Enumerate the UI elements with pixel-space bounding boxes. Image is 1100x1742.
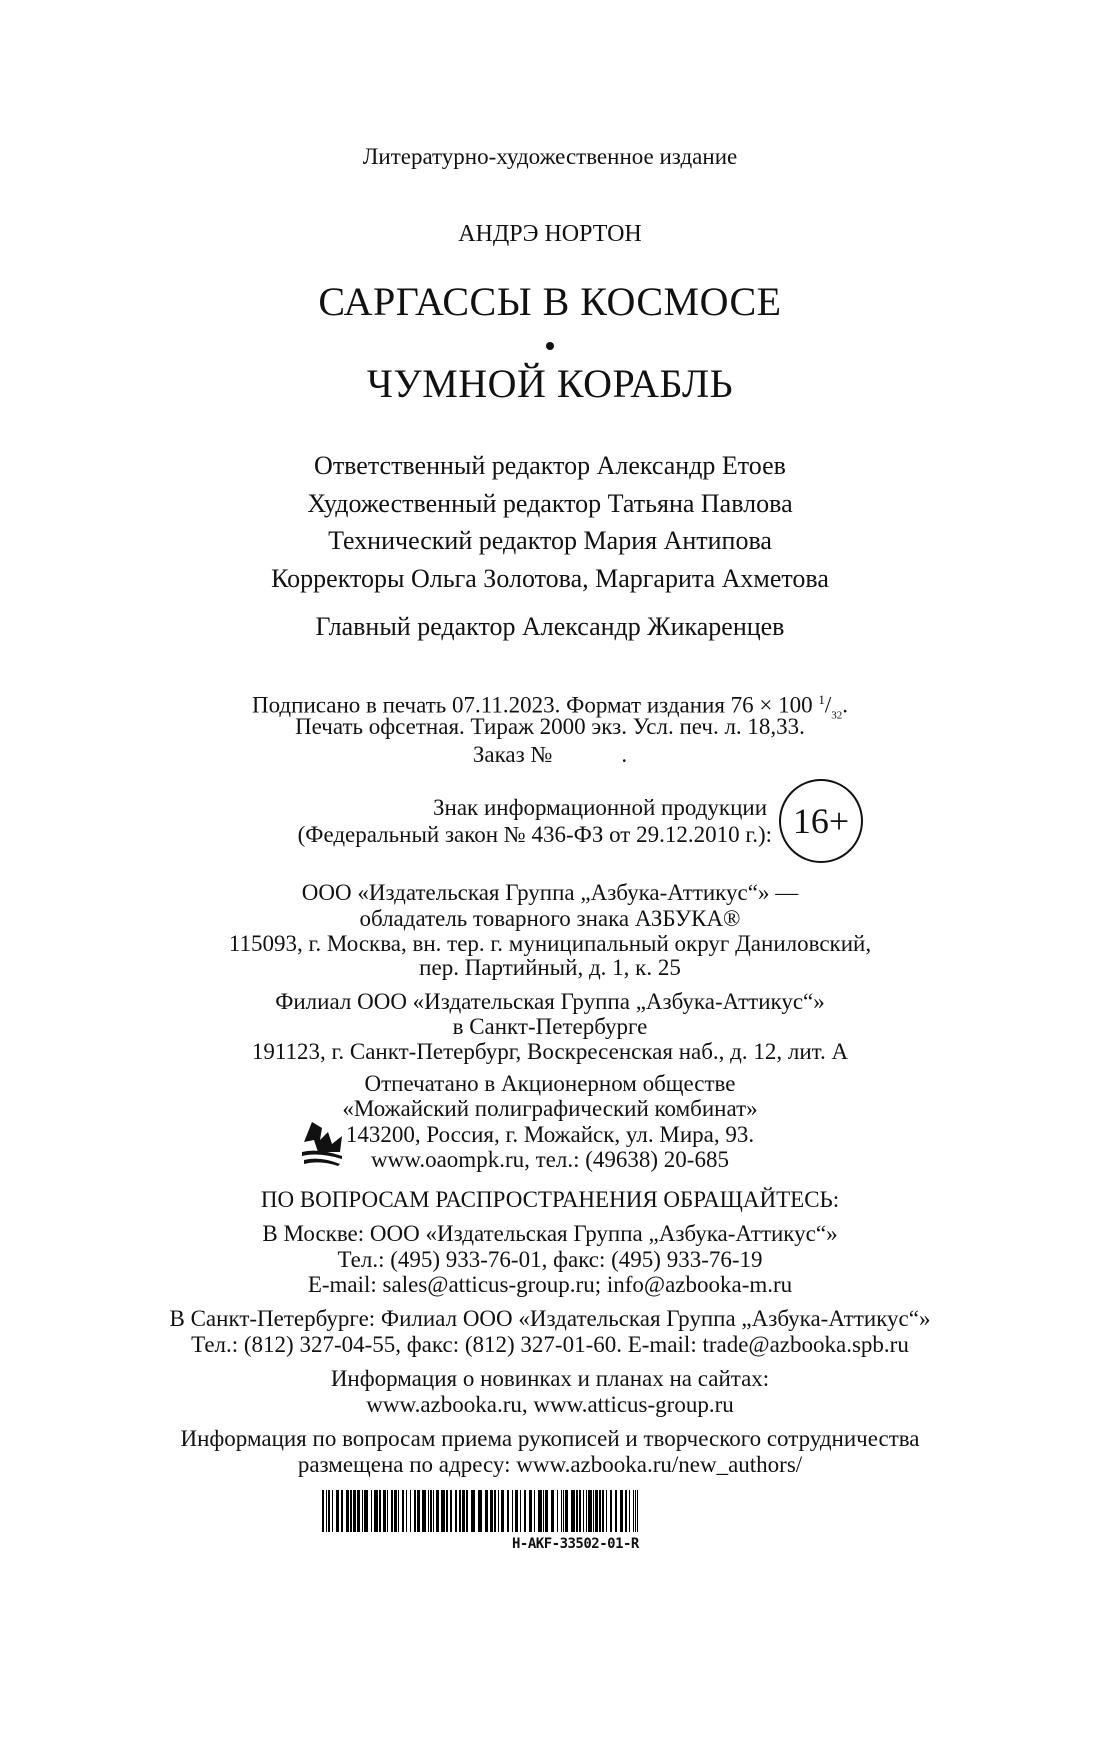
- publisher-line: обладатель товарного знака АЗБУКА®: [359, 906, 741, 931]
- barcode-bar: [441, 1490, 445, 1532]
- barcode-bar: [635, 1490, 636, 1532]
- barcode-bar: [538, 1490, 542, 1532]
- barcode-bar: [561, 1490, 562, 1532]
- genre-line: Литературно-художественное издание: [362, 144, 738, 169]
- editor-line: Корректоры Ольга Золотова, Маргарита Ахметова: [271, 564, 829, 593]
- barcode-bar: [545, 1490, 548, 1532]
- barcode-bar: [414, 1490, 416, 1532]
- barcode-bar: [379, 1490, 381, 1532]
- barcode-bar: [478, 1490, 482, 1532]
- barcode-bar: [459, 1490, 461, 1532]
- barcode-bar: [494, 1490, 496, 1532]
- barcode-bar: [322, 1490, 324, 1532]
- distribution-heading: ПО ВОПРОСАМ РАСПРОСТРАНЕНИЯ ОБРАЩАЙТЕСЬ:: [260, 1187, 840, 1212]
- branch-line: Филиал ООО «Издательская Группа „Азбука-Аттикус“»: [275, 989, 825, 1014]
- barcode-bar: [637, 1490, 638, 1532]
- manuscripts-line: Информация по вопросам приема рукописей и творческого сотрудничества: [180, 1426, 920, 1451]
- printer-line: 143200, Россия, г. Можайск, ул. Мира, 93.: [345, 1122, 755, 1147]
- barcode-bar: [512, 1490, 513, 1532]
- barcode-bar: [346, 1490, 349, 1532]
- editor-line: Ответственный редактор Александр Етоев: [314, 451, 786, 480]
- manuscripts-line: размещена по адресу: www.azbooka.ru/new_authors/: [297, 1452, 803, 1477]
- printer-line: «Можайский полиграфический комбинат»: [342, 1096, 758, 1121]
- print-info-line-1: Подписано в печать 07.11.2023. Формат издания 76 × 100 $^1/_{32}$.: [251, 692, 849, 722]
- printer-logo-icon: [298, 1118, 348, 1168]
- barcode-bar: [398, 1490, 399, 1532]
- barcode-bar: [579, 1490, 581, 1532]
- barcode-bar: [417, 1490, 420, 1532]
- barcode-bar: [551, 1490, 554, 1532]
- printer-line: www.oaompk.ru, тел.: (49638) 20-685: [371, 1147, 729, 1172]
- publisher-line: 115093, г. Москва, вн. тер. г. муниципальный округ Даниловский,: [228, 931, 872, 956]
- barcode-bar: [498, 1490, 499, 1532]
- barcode-bar: [430, 1490, 432, 1532]
- moscow-contact-line: E-mail: sales@atticus-group.ru; info@azbooka-m.ru: [307, 1272, 793, 1297]
- barcode-bar: [387, 1490, 388, 1532]
- barcode-bar: [543, 1490, 544, 1532]
- barcode-bar: [629, 1490, 630, 1532]
- barcode-bar: [394, 1490, 397, 1532]
- editor-line: Технический редактор Мария Антипова: [328, 526, 772, 555]
- barcode-bar: [501, 1490, 504, 1532]
- barcode-bar: [583, 1490, 584, 1532]
- barcode-bar: [557, 1490, 558, 1532]
- branch-line: 191123, г. Санкт-Петербург, Воскресенская наб., д. 12, лит. А: [251, 1039, 849, 1064]
- title-1: САРГАССЫ В КОСМОСЕ: [318, 279, 782, 324]
- barcode: [322, 1490, 644, 1532]
- spb-contact-line: В Санкт-Петербурге: Филиал ООО «Издательская Группа „Азбука-Аттикус“»: [169, 1306, 931, 1331]
- age-mark-law: (Федеральный закон № 436-ФЗ от 29.12.2010 г.):: [297, 822, 772, 847]
- order-number: Заказ № .: [472, 742, 628, 767]
- barcode-bar: [633, 1490, 634, 1532]
- barcode-bar: [406, 1490, 407, 1532]
- moscow-contact-line: Тел.: (495) 933-76-01, факс: (495) 933-76-19: [337, 1247, 763, 1272]
- barcode-bar: [602, 1490, 604, 1532]
- barcode-bar: [350, 1490, 352, 1532]
- barcode-bar: [336, 1490, 339, 1532]
- barcode-bar: [433, 1490, 434, 1532]
- barcode-bar: [362, 1490, 363, 1532]
- barcode-bar: [471, 1490, 475, 1532]
- barcode-bar: [446, 1490, 448, 1532]
- barcode-bar: [507, 1490, 509, 1532]
- barcode-bar: [565, 1490, 568, 1532]
- fraction-denominator: 32: [831, 709, 843, 722]
- barcode-bar: [332, 1490, 333, 1532]
- moscow-contact-line: В Москве: ООО «Издательская Группа „Азбука-Аттикус“»: [262, 1221, 838, 1246]
- barcode-bar: [563, 1490, 564, 1532]
- barcode-bar: [534, 1490, 535, 1532]
- barcode-bar: [341, 1490, 343, 1532]
- author: АНДРЭ НОРТОН: [458, 221, 642, 247]
- print-info-line-2: Печать офсетная. Тираж 2000 экз. Усл. печ. л. 18,33.: [295, 714, 805, 739]
- barcode-bar: [466, 1490, 468, 1532]
- barcode-bar: [485, 1490, 488, 1532]
- barcode-bar: [620, 1490, 623, 1532]
- barcode-bar: [524, 1490, 526, 1532]
- barcode-bar: [357, 1490, 360, 1532]
- print-format: Подписано в печать 07.11.2023. Формат издания 76 × 100: [251, 692, 819, 718]
- barcode-bar: [529, 1490, 532, 1532]
- barcode-bar: [326, 1490, 327, 1532]
- barcode-bar: [606, 1490, 607, 1532]
- print-format-end: .: [842, 692, 849, 718]
- barcode-bar: [625, 1490, 627, 1532]
- barcode-bar: [455, 1490, 457, 1532]
- info-line: Информация о новинках и планах на сайтах:: [330, 1366, 770, 1391]
- barcode-bar: [599, 1490, 601, 1532]
- barcode-bar: [576, 1490, 578, 1532]
- title-separator-bullet: [546, 342, 554, 350]
- barcode-bar: [422, 1490, 426, 1532]
- barcode-bar: [490, 1490, 493, 1532]
- barcode-bar: [402, 1490, 404, 1532]
- age-mark-label: Знак информационной продукции: [433, 795, 767, 820]
- fraction-numerator: 1: [818, 692, 825, 707]
- age-rating-badge: 16+: [779, 779, 863, 863]
- chief-editor: Главный редактор Александр Жикаренцев: [315, 612, 785, 641]
- barcode-label: H-AKF-33502-01-R: [512, 1536, 639, 1552]
- barcode-bar: [364, 1490, 368, 1532]
- barcode-bar: [353, 1490, 356, 1532]
- barcode-bar: [593, 1490, 594, 1532]
- title-2: ЧУМНОЙ КОРАБЛЬ: [366, 361, 734, 406]
- barcode-bar: [610, 1490, 612, 1532]
- barcode-bar: [450, 1490, 452, 1532]
- barcode-bar: [410, 1490, 411, 1532]
- barcode-bar: [588, 1490, 592, 1532]
- barcode-bar: [520, 1490, 521, 1532]
- printer-line: Отпечатано в Акционерном обществе: [364, 1071, 736, 1096]
- publisher-line: ООО «Издательская Группа „Азбука-Аттикус“» —: [301, 880, 799, 905]
- barcode-bar: [571, 1490, 575, 1532]
- barcode-bar: [595, 1490, 598, 1532]
- barcode-bar: [586, 1490, 587, 1532]
- info-line: www.azbooka.ru, www.atticus-group.ru: [366, 1392, 734, 1417]
- barcode-bar: [436, 1490, 439, 1532]
- branch-line: в Санкт-Петербурге: [452, 1014, 648, 1039]
- barcode-bar: [615, 1490, 617, 1532]
- barcode-bar: [371, 1490, 372, 1532]
- barcode-bar: [515, 1490, 518, 1532]
- barcode-bar: [328, 1490, 330, 1532]
- barcode-bar: [462, 1490, 465, 1532]
- barcode-bar: [383, 1490, 386, 1532]
- spb-contact-line: Тел.: (812) 327-04-55, факс: (812) 327-01-60. E-mail: trade@azbooka.spb.ru: [191, 1332, 909, 1357]
- barcode-bar: [374, 1490, 378, 1532]
- barcode-bar: [391, 1490, 393, 1532]
- publisher-line: пер. Партийный, д. 1, к. 25: [419, 955, 681, 980]
- barcode-bar: [428, 1490, 429, 1532]
- editor-line: Художественный редактор Татьяна Павлова: [307, 489, 793, 518]
